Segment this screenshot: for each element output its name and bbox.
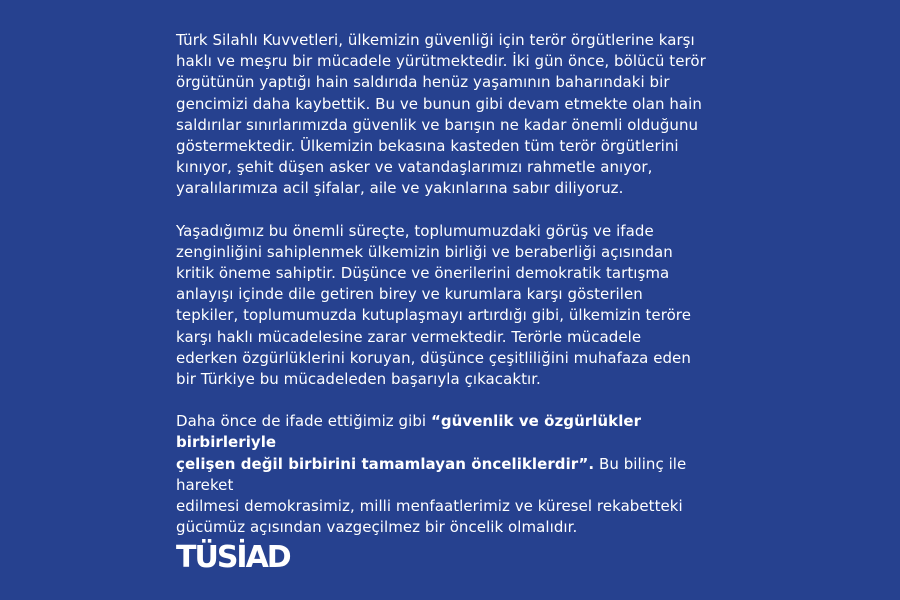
statement-text bbox=[176, 30, 736, 538]
paragraph-third bbox=[176, 411, 736, 538]
paragraph-first: Türk Silahlı Kuvvetleri, ülkemizin güvenliği için terör örgütlerine karşı haklı ve meşru bir mücadele yürütmektedir. İki gün önce, bölücü terör örgütünün yaptığı hain saldırıda henüz yaşamının baharındaki bir gencimizi daha kaybettik. Bu ve bunun gibi devam etmekte olan hain saldırılar sınırlarımızda güvenlik ve barışın ne kadar önemli olduğunu göstermektedir. Ülkemizin bekasına kasteden tüm terör örgütlerini kınıyor, şehit düşen asker ve vatandaşlarımızı rahmetle anıyor, yaralılarımıza acil şifalar, aile ve yakınlarına sabır diliyoruz. bbox=[176, 31, 706, 198]
paragraph-third-intro: Daha önce de ifade ettiğimiz gibi bbox=[176, 412, 431, 431]
paragraph-second: Yaşadığımız bu önemli süreçte, toplumumuzdaki görüş ve ifade zenginliğini sahiplenmek ülkemizin birliği ve beraberliği açısından kritik öneme sahiptir. Düşünce ve önerilerini demokratik tartışma anlayışı içinde dile getiren birey ve kurumlara karşı gösterilen tepkiler, toplumumuzda kutuplaşmayı artırdığı gibi, ülkemizin teröre karşı haklı mücadelesine zarar vermektedir. Terörle mücadele ederken özgürlüklerini koruyan, düşünce çeşitliliğini muhafaza eden bir Türkiye bu mücadeleden başarıyla çıkacaktır. bbox=[176, 221, 691, 389]
tusiad-logo: TÜSİAD bbox=[176, 540, 290, 575]
paragraph-third-rest: Bu bilinç ile hareket edilmesi demokrasimiz, milli menfaatlerimiz ve küresel rekabetteki gücümüz açısından vazgeçilmez bir öncelik olmalıdır. bbox=[176, 454, 687, 537]
highlighted-quote: “güvenlik ve özgürlükler birbirleriyle çelişen değil birbirini tamamlayan önceliklerdir”. bbox=[176, 412, 642, 473]
